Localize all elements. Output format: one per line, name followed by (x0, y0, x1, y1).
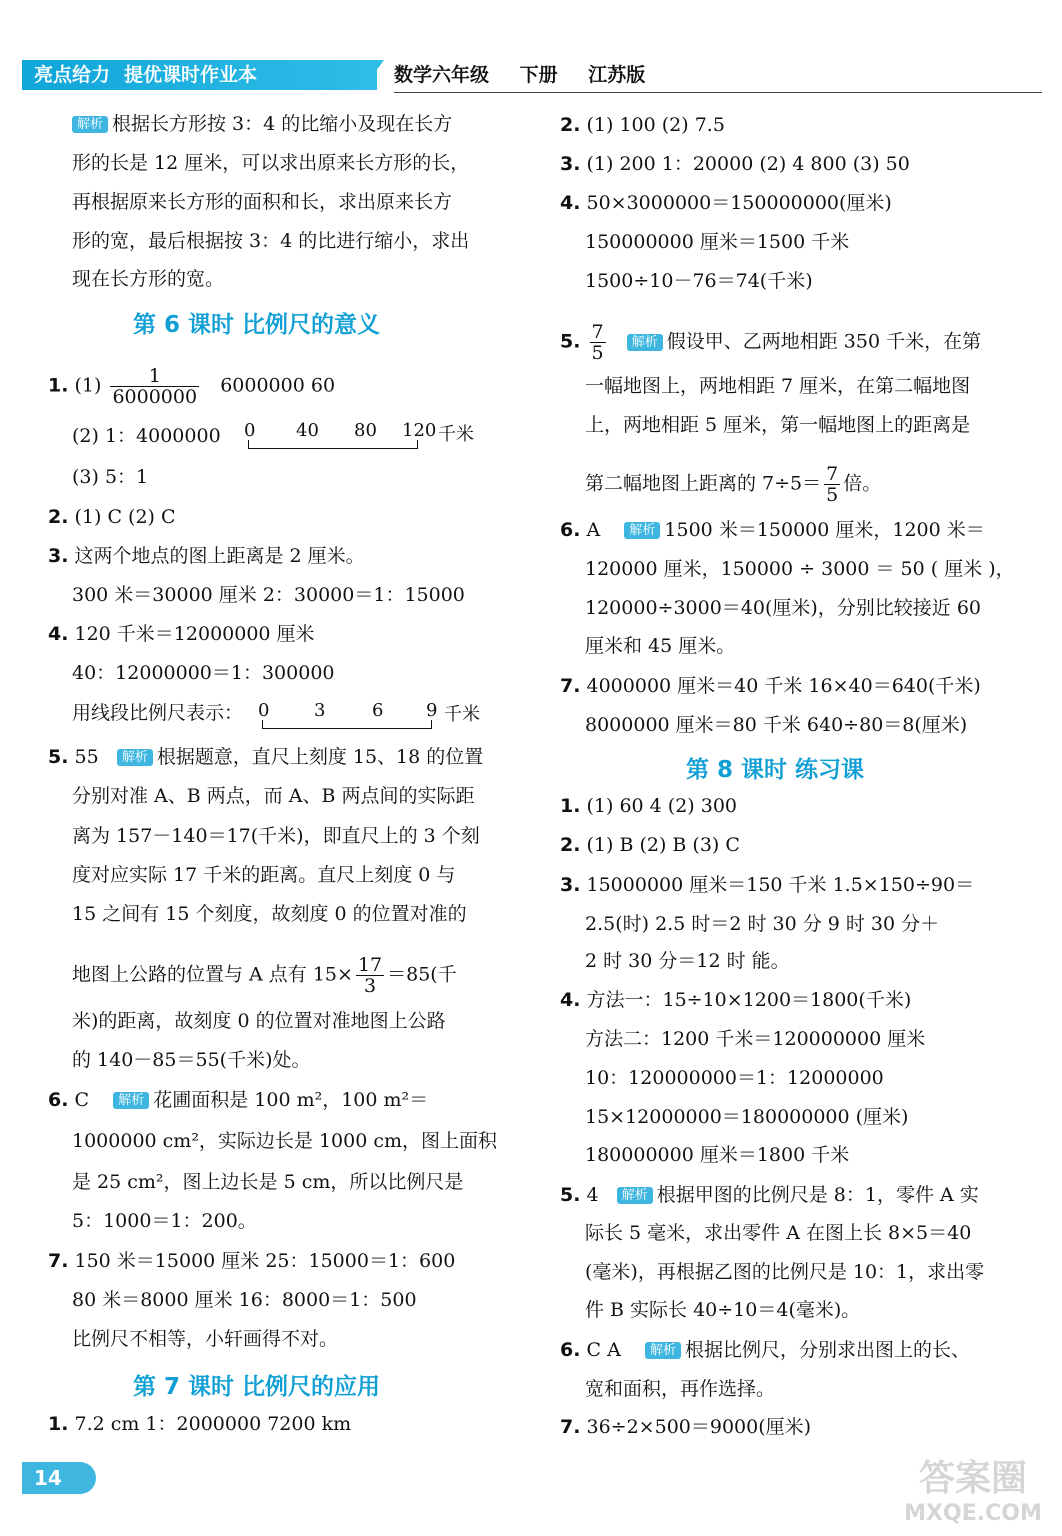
watermark-logo (898, 1448, 1048, 1528)
l8-question-4: 4. 方法一：15÷10×1200＝1800(千米) (560, 989, 912, 1011)
question-5-fraction-line: 地图上公路的位置与 A 点有 15× $\frac{17}{3}$ ＝85(千 (72, 954, 457, 997)
r-question-6-line: 120000 厘米，150000 ÷ 3000 ＝ 50 ( 厘米 )， (585, 558, 1015, 580)
question-6-line: 5：1000＝1：200。 (72, 1210, 257, 1232)
page-number: 14 (22, 1462, 96, 1494)
question-6: 6. C 解析 花圃面积是 100 m²，100 m²＝ (48, 1089, 429, 1111)
r-question-7-line: 8000000 厘米＝80 千米 640÷80＝8(厘米) (585, 714, 968, 736)
question-7-line: 比例尺不相等，小轩画得不对。 (72, 1328, 339, 1350)
svg-text:MXQE.COM: MXQE.COM (904, 1501, 1042, 1526)
question-5-line: 的 140－85＝55(千米)处。 (72, 1049, 311, 1071)
l8-question-4-line: 180000000 厘米＝1800 千米 (585, 1144, 850, 1166)
fraction: $\frac{7}{5}$ (591, 321, 604, 364)
lesson-8-title: 第 8 课时 练习课 (686, 757, 865, 783)
question-5-line: 离为 157－140＝17(千米)，即直尺上的 3 个刻 (72, 825, 480, 847)
analysis-tag: 解析 (645, 1342, 681, 1359)
intro-line: 现在长方形的宽。 (72, 268, 225, 290)
analysis-tag: 解析 (117, 749, 153, 766)
r-question-6-line: 120000÷3000＝40(厘米)，分别比较接近 60 (585, 597, 982, 619)
page-header (22, 60, 1042, 90)
l8-question-4-line: 方法二：1200 千米＝120000000 厘米 (585, 1028, 926, 1050)
intro-line: 形的宽，最后根据按 3：4 的比进行缩小，求出 (72, 230, 470, 252)
question-7-line: 80 米＝8000 厘米 16：8000＝1：500 (72, 1289, 417, 1311)
l8-question-5: 5. 4 解析 根据甲图的比例尺是 8：1，零件 A 实 (560, 1184, 979, 1206)
question-5: 5. 55 解析 根据题意，直尺上刻度 15、18 的位置 (48, 746, 484, 768)
l8-question-1: 1. (1) 60 4 (2) 300 (560, 795, 738, 817)
fraction: $\frac{1}{6000000}$ (112, 365, 198, 408)
question-6-line: 是 25 cm²，图上边长是 5 cm，所以比例尺是 (72, 1171, 464, 1193)
r-question-3: 3. (1) 200 1：20000 (2) 4 800 (3) 50 (560, 153, 910, 175)
line-scale-1: 0 40 80 120 千米 (244, 420, 494, 446)
scale-bar (248, 440, 418, 449)
series-name: 提优课时作业本 (124, 64, 258, 86)
l8-question-4-line: 10：120000000＝1：12000000 (585, 1067, 884, 1089)
lesson-7-question-1: 1. 7.2 cm 1：2000000 7200 km (48, 1413, 352, 1435)
question-4: 4. 120 千米＝12000000 厘米 (48, 623, 315, 645)
r-question-4: 4. 50×3000000＝150000000(厘米) (560, 192, 892, 214)
lesson-6-title: 第 6 课时 比例尺的意义 (133, 312, 381, 338)
l8-question-4-line: 15×12000000＝180000000 (厘米) (585, 1106, 909, 1128)
analysis-tag: 解析 (617, 1187, 653, 1204)
question-3: 3. 这两个地点的图上距离是 2 厘米。 (48, 545, 365, 567)
edition-label: 江苏版 (588, 64, 646, 86)
question-4-line: 40：12000000＝1：300000 (72, 662, 335, 684)
header-brand-bar (22, 60, 377, 90)
question-4-line: 用线段比例尺表示： (72, 702, 244, 724)
question-7: 7. 150 米＝15000 厘米 25：15000＝1：600 (48, 1250, 456, 1272)
analysis-tag: 解析 (72, 116, 108, 133)
l8-question-5-line: 际长 5 毫米，求出零件 A 在图上长 8×5＝40 (585, 1222, 972, 1244)
line-scale-2: 0 3 6 9 千米 (258, 700, 498, 726)
intro-line: 解析 根据长方形按 3：4 的比缩小及现在长方 (72, 111, 452, 137)
fraction: $\frac{17}{3}$ (357, 954, 383, 997)
question-2: 2. (1) C (2) C (48, 506, 176, 528)
intro-line: 再根据原来长方形的面积和长，求出原来长方 (72, 191, 453, 213)
question-1-3: (3) 5：1 (72, 466, 149, 488)
l8-question-6-line: 宽和面积，再作选择。 (585, 1378, 776, 1400)
l8-question-3-line: 2.5(时) 2.5 时＝2 时 30 分 9 时 30 分＋ (585, 913, 940, 935)
r-question-6: 6. A 解析 1500 米＝150000 厘米，1200 米＝ (560, 519, 985, 541)
r-question-6-line: 厘米和 45 厘米。 (585, 635, 736, 657)
l8-question-6: 6. C A 解析 根据比例尺，分别求出图上的长、 (560, 1339, 971, 1361)
fraction: $\frac{7}{5}$ (826, 463, 839, 506)
question-3-line: 300 米＝30000 厘米 2：30000＝1：15000 (72, 584, 465, 606)
r-question-4-line: 1500÷10－76＝74(千米) (585, 270, 813, 292)
question-5-line: 分别对准 A、B 两点，而 A、B 两点间的实际距 (72, 785, 475, 807)
header-subtitle (394, 60, 669, 90)
l8-question-7: 7. 36÷2×500＝9000(厘米) (560, 1416, 812, 1438)
r-question-4-line: 150000000 厘米＝1500 千米 (585, 231, 850, 253)
l8-question-5-line: (毫米)，再根据乙图的比例尺是 10：1，求出零 (585, 1261, 985, 1283)
l8-question-3-line: 2 时 30 分＝12 时 能。 (585, 950, 790, 972)
r-question-5: 5. $\frac{7}{5}$ 解析 假设甲、乙两地相距 350 千米，在第 (560, 321, 982, 364)
brand-name: 亮点给力 (34, 64, 111, 86)
question-6-line: 1000000 cm²，实际边长是 1000 cm，图上面积 (72, 1130, 498, 1152)
r-question-2: 2. (1) 100 (2) 7.5 (560, 114, 725, 136)
l8-question-5-line: 件 B 实际长 40÷10＝4(毫米)。 (585, 1299, 861, 1321)
question-1-2: (2) 1：4000000 (72, 425, 221, 447)
question-5-line: 15 之间有 15 个刻度，故刻度 0 的位置对准的 (72, 903, 467, 925)
r-question-7: 7. 4000000 厘米＝40 千米 16×40＝640(千米) (560, 675, 981, 697)
question-5-line: 米)的距离，故刻度 0 的位置对准地图上公路 (72, 1010, 446, 1032)
r-question-5-line: 一幅地图上，两地相距 7 厘米，在第二幅地图 (585, 375, 971, 397)
analysis-tag: 解析 (624, 522, 660, 539)
r-question-5-fraction-line: 第二幅地图上距离的 7÷5＝ $\frac{7}{5}$ 倍。 (585, 463, 882, 506)
analysis-tag: 解析 (113, 1092, 149, 1109)
r-question-5-line: 上，两地相距 5 厘米，第一幅地图上的距离是 (585, 414, 971, 436)
volume-label: 下册 (519, 64, 558, 86)
l8-question-3: 3. 15000000 厘米＝150 千米 1.5×150÷90＝ (560, 874, 975, 896)
lesson-7-title: 第 7 课时 比例尺的应用 (133, 1374, 381, 1400)
question-5-line: 度对应实际 17 千米的距离。直尺上刻度 0 与 (72, 864, 456, 886)
analysis-tag: 解析 (627, 334, 663, 351)
svg-text:答案圈: 答案圈 (918, 1458, 1028, 1499)
intro-line: 形的长是 12 厘米，可以求出原来长方形的长， (72, 152, 470, 174)
l8-question-2: 2. (1) B (2) B (3) C (560, 834, 740, 856)
scale-bar (262, 720, 432, 729)
question-1-1: 1. (1) $\frac{1}{6000000}$ 6000000 60 (48, 365, 336, 408)
header-rule (394, 92, 1042, 93)
subject-label: 数学六年级 (394, 64, 490, 86)
